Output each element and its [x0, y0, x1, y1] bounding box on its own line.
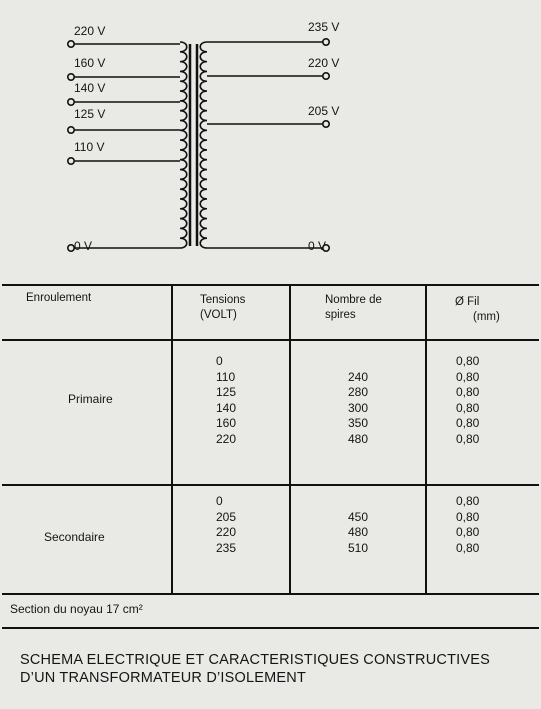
header-tensions: Tensions	[200, 294, 246, 306]
primary-wire-110: 0,80	[456, 369, 480, 384]
primary-tension-160: 160	[216, 416, 237, 430]
figure-caption-line-1: SCHEMA ELECTRIQUE ET CARACTERISTIQUES CONSTRUCTIVES	[20, 652, 490, 668]
primary-tap-140-terminal	[68, 99, 74, 105]
secondary-tap-205-terminal	[323, 121, 329, 127]
secondary-tension-220: 220	[216, 525, 237, 539]
primary-wire-0: 0,80	[456, 354, 480, 368]
secondary-wire-205: 0,80	[456, 509, 480, 524]
primary-turns-0	[348, 354, 368, 370]
primary-label-110: 110 V	[74, 140, 105, 154]
primary-tension-column	[216, 354, 236, 447]
header-tensions-unit: (VOLT)	[200, 309, 237, 321]
secondary-winding-label: Secondaire	[44, 530, 105, 544]
primary-label-220: 220 V	[74, 24, 106, 38]
secondary-turns-205: 450	[348, 509, 369, 524]
secondary-coil-turns	[200, 42, 207, 248]
primary-label-125: 125 V	[74, 107, 106, 121]
header-turns: Nombre de	[325, 294, 382, 306]
secondary-turns-235: 510	[348, 540, 369, 555]
primary-winding-label: Primaire	[68, 392, 113, 406]
secondary-wire-0: 0,80	[456, 494, 480, 508]
primary-label-0: 0 V	[74, 239, 93, 253]
secondary-tap-220-terminal	[323, 73, 329, 79]
primary-wire-125: 0,80	[456, 385, 480, 399]
primary-wire-220: 0,80	[456, 431, 480, 446]
core-section-text: Section du noyau 17 cm²	[10, 602, 143, 616]
primary-wire-140: 0,80	[456, 400, 480, 415]
column-rule-1	[171, 285, 173, 593]
secondary-label-205: 205 V	[308, 104, 340, 118]
secondary-tension-235: 235	[216, 540, 237, 555]
secondary-winding	[200, 42, 207, 248]
primary-tap-220-terminal	[68, 41, 74, 47]
primary-tension-110: 110	[216, 369, 236, 384]
header-turns-unit: spires	[325, 309, 356, 321]
secondary-turns-column	[348, 494, 368, 556]
primary-winding	[180, 42, 187, 248]
secondary-tension-column	[216, 494, 236, 556]
secondary-wire-column	[456, 494, 479, 556]
column-rule-2	[289, 285, 291, 593]
primary-turns-160: 350	[348, 416, 369, 430]
primary-turns-column	[348, 354, 368, 447]
primary-wire-160: 0,80	[456, 416, 480, 430]
secondary-tension-205: 205	[216, 509, 237, 524]
secondary-wire-235: 0,80	[456, 540, 480, 555]
secondary-label-0: 0 V	[308, 239, 327, 253]
header-wire-unit: (mm)	[473, 311, 500, 323]
primary-tension-125: 125	[216, 385, 237, 399]
secondary-tension-0: 0	[216, 494, 223, 508]
caption-rule	[2, 627, 539, 629]
primary-turns-140: 300	[348, 400, 369, 415]
table-bottom-rule	[2, 593, 539, 595]
primary-label-160: 160 V	[74, 56, 106, 70]
secondary-tap-235-terminal	[323, 39, 329, 45]
primary-tension-220: 220	[216, 431, 237, 446]
primary-turns-110: 240	[348, 369, 369, 384]
header-winding: Enroulement	[26, 292, 92, 304]
primary-turns-125: 280	[348, 385, 369, 399]
header-wire: Ø Fil	[455, 296, 480, 308]
primary-tap-110-terminal	[68, 158, 74, 164]
primary-tension-0: 0	[216, 354, 223, 368]
transformer-core	[190, 44, 197, 246]
figure-caption-line-2: D’UN TRANSFORMATEUR D’ISOLEMENT	[20, 670, 307, 686]
primary-tension-140: 140	[216, 400, 237, 415]
secondary-wire-220: 0,80	[456, 525, 480, 539]
secondary-label-235: 235 V	[308, 20, 340, 34]
secondary-label-220: 220 V	[308, 56, 340, 70]
table-top-rule	[2, 284, 539, 286]
secondary-turns-0	[348, 494, 368, 510]
header-rule	[2, 339, 539, 341]
secondary-turns-220: 480	[348, 525, 369, 539]
primary-turns-220: 480	[348, 431, 369, 446]
section-rule	[2, 484, 539, 486]
primary-label-140: 140 V	[74, 81, 106, 95]
primary-tap-160-terminal	[68, 74, 74, 80]
primary-coil-turns	[180, 42, 187, 248]
secondary-taps	[207, 39, 329, 251]
column-rule-3	[425, 285, 427, 593]
primary-wire-column	[456, 354, 479, 447]
primary-tap-125-terminal	[68, 127, 74, 133]
